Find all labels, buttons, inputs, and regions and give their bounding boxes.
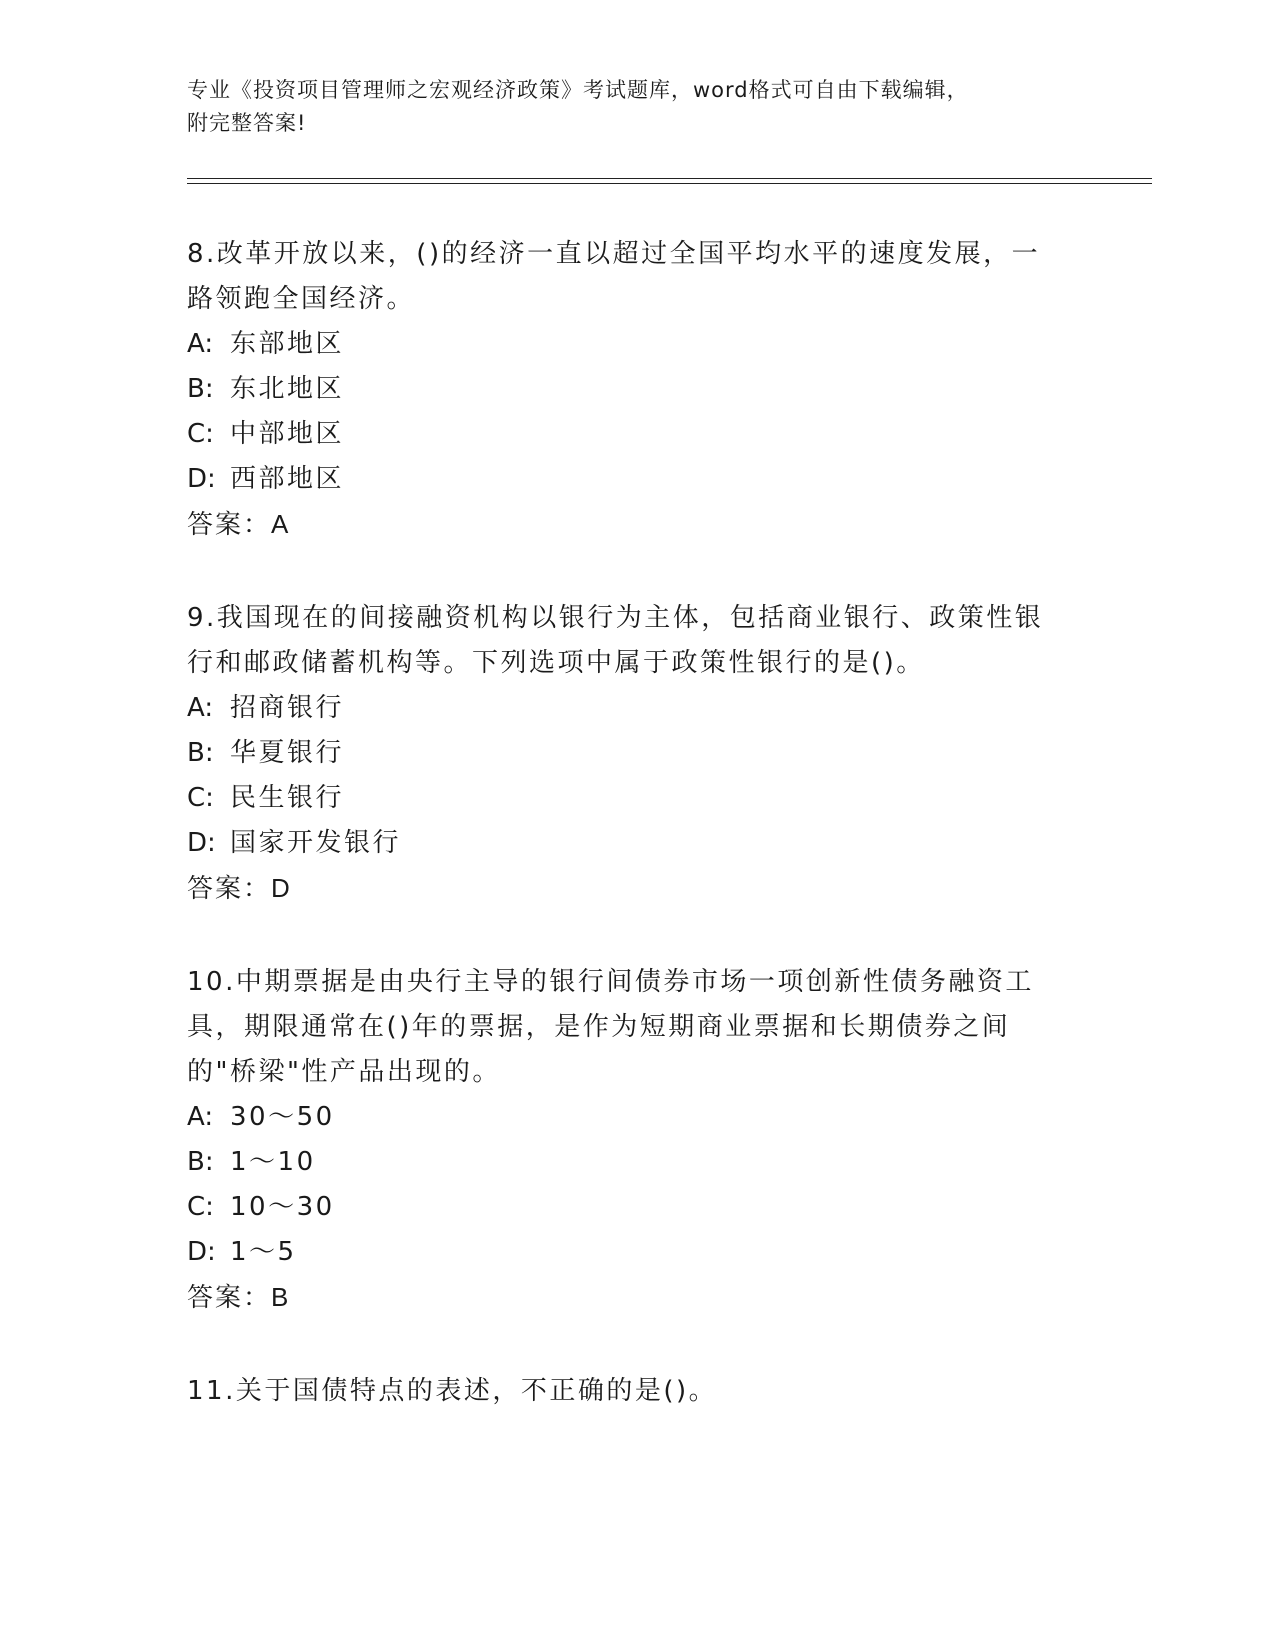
question-stem: 10.中期票据是由央行主导的银行间债券市场一项创新性债务融资工具，期限通常在()年的票据，是作为短期商业票据和长期债券之间的"桥梁"性产品出现的。 — [187, 967, 1034, 1087]
option-d — [187, 821, 1067, 866]
header-line-1: 专业《投资项目管理师之宏观经济政策》考试题库，word格式可自由下载编辑， — [187, 78, 969, 102]
option-text: 东北地区 — [230, 374, 345, 404]
option-key: B: — [187, 738, 214, 768]
option-key: A: — [187, 1102, 214, 1132]
option-text: 招商银行 — [230, 693, 345, 723]
option-d — [187, 457, 1067, 502]
option-key: C: — [187, 1192, 214, 1222]
header-line-2: 附完整答案! — [187, 111, 307, 135]
option-text: 1～5 — [230, 1237, 297, 1267]
option-key: A: — [187, 693, 214, 723]
document-header — [187, 74, 1067, 140]
option-c — [187, 412, 1067, 457]
option-text: 1～10 — [230, 1147, 316, 1177]
question-stem: 9.我国现在的间接融资机构以银行为主体，包括商业银行、政策性银行和邮政储蓄机构等。下列选项中属于政策性银行的是()。 — [187, 603, 1044, 678]
option-key: D: — [187, 1237, 216, 1267]
answer-label: 答案： — [187, 1282, 272, 1312]
option-b — [187, 367, 1067, 412]
option-text: 国家开发银行 — [230, 828, 402, 858]
question-stem: 11.关于国债特点的表述，不正确的是()。 — [187, 1376, 718, 1406]
answer-line — [187, 866, 1067, 911]
option-key: A: — [187, 329, 214, 359]
option-key: D: — [187, 464, 216, 494]
option-c — [187, 776, 1067, 821]
option-a — [187, 1095, 1067, 1140]
option-text: 西部地区 — [230, 464, 345, 494]
option-key: C: — [187, 419, 214, 449]
option-key: D: — [187, 828, 216, 858]
answer-value: A — [271, 509, 290, 539]
option-text: 华夏银行 — [230, 738, 345, 768]
option-text: 10～30 — [230, 1192, 335, 1222]
question-8 — [187, 232, 1067, 547]
option-d — [187, 1230, 1067, 1275]
option-key: B: — [187, 1147, 214, 1177]
answer-label: 答案： — [187, 873, 272, 903]
question-11 — [187, 1369, 1067, 1414]
answer-value: B — [271, 1282, 290, 1312]
option-c — [187, 1185, 1067, 1230]
option-text: 东部地区 — [230, 329, 345, 359]
question-stem: 8.改革开放以来，()的经济一直以超过全国平均水平的速度发展，一路领跑全国经济。 — [187, 239, 1041, 314]
header-divider-top — [187, 178, 1152, 179]
option-a — [187, 322, 1067, 367]
option-key: C: — [187, 783, 214, 813]
answer-label: 答案： — [187, 509, 272, 539]
question-9 — [187, 596, 1067, 911]
options-list — [187, 686, 1067, 866]
question-10 — [187, 960, 1067, 1320]
option-b — [187, 731, 1067, 776]
header-divider-bottom — [187, 183, 1152, 184]
option-text: 民生银行 — [230, 783, 345, 813]
option-b — [187, 1140, 1067, 1185]
option-key: B: — [187, 374, 214, 404]
options-list — [187, 1095, 1067, 1275]
answer-value: D — [271, 873, 291, 903]
option-text: 中部地区 — [230, 419, 345, 449]
answer-line — [187, 502, 1067, 547]
options-list — [187, 322, 1067, 502]
option-text: 30～50 — [230, 1102, 335, 1132]
answer-line — [187, 1275, 1067, 1320]
option-a — [187, 686, 1067, 731]
